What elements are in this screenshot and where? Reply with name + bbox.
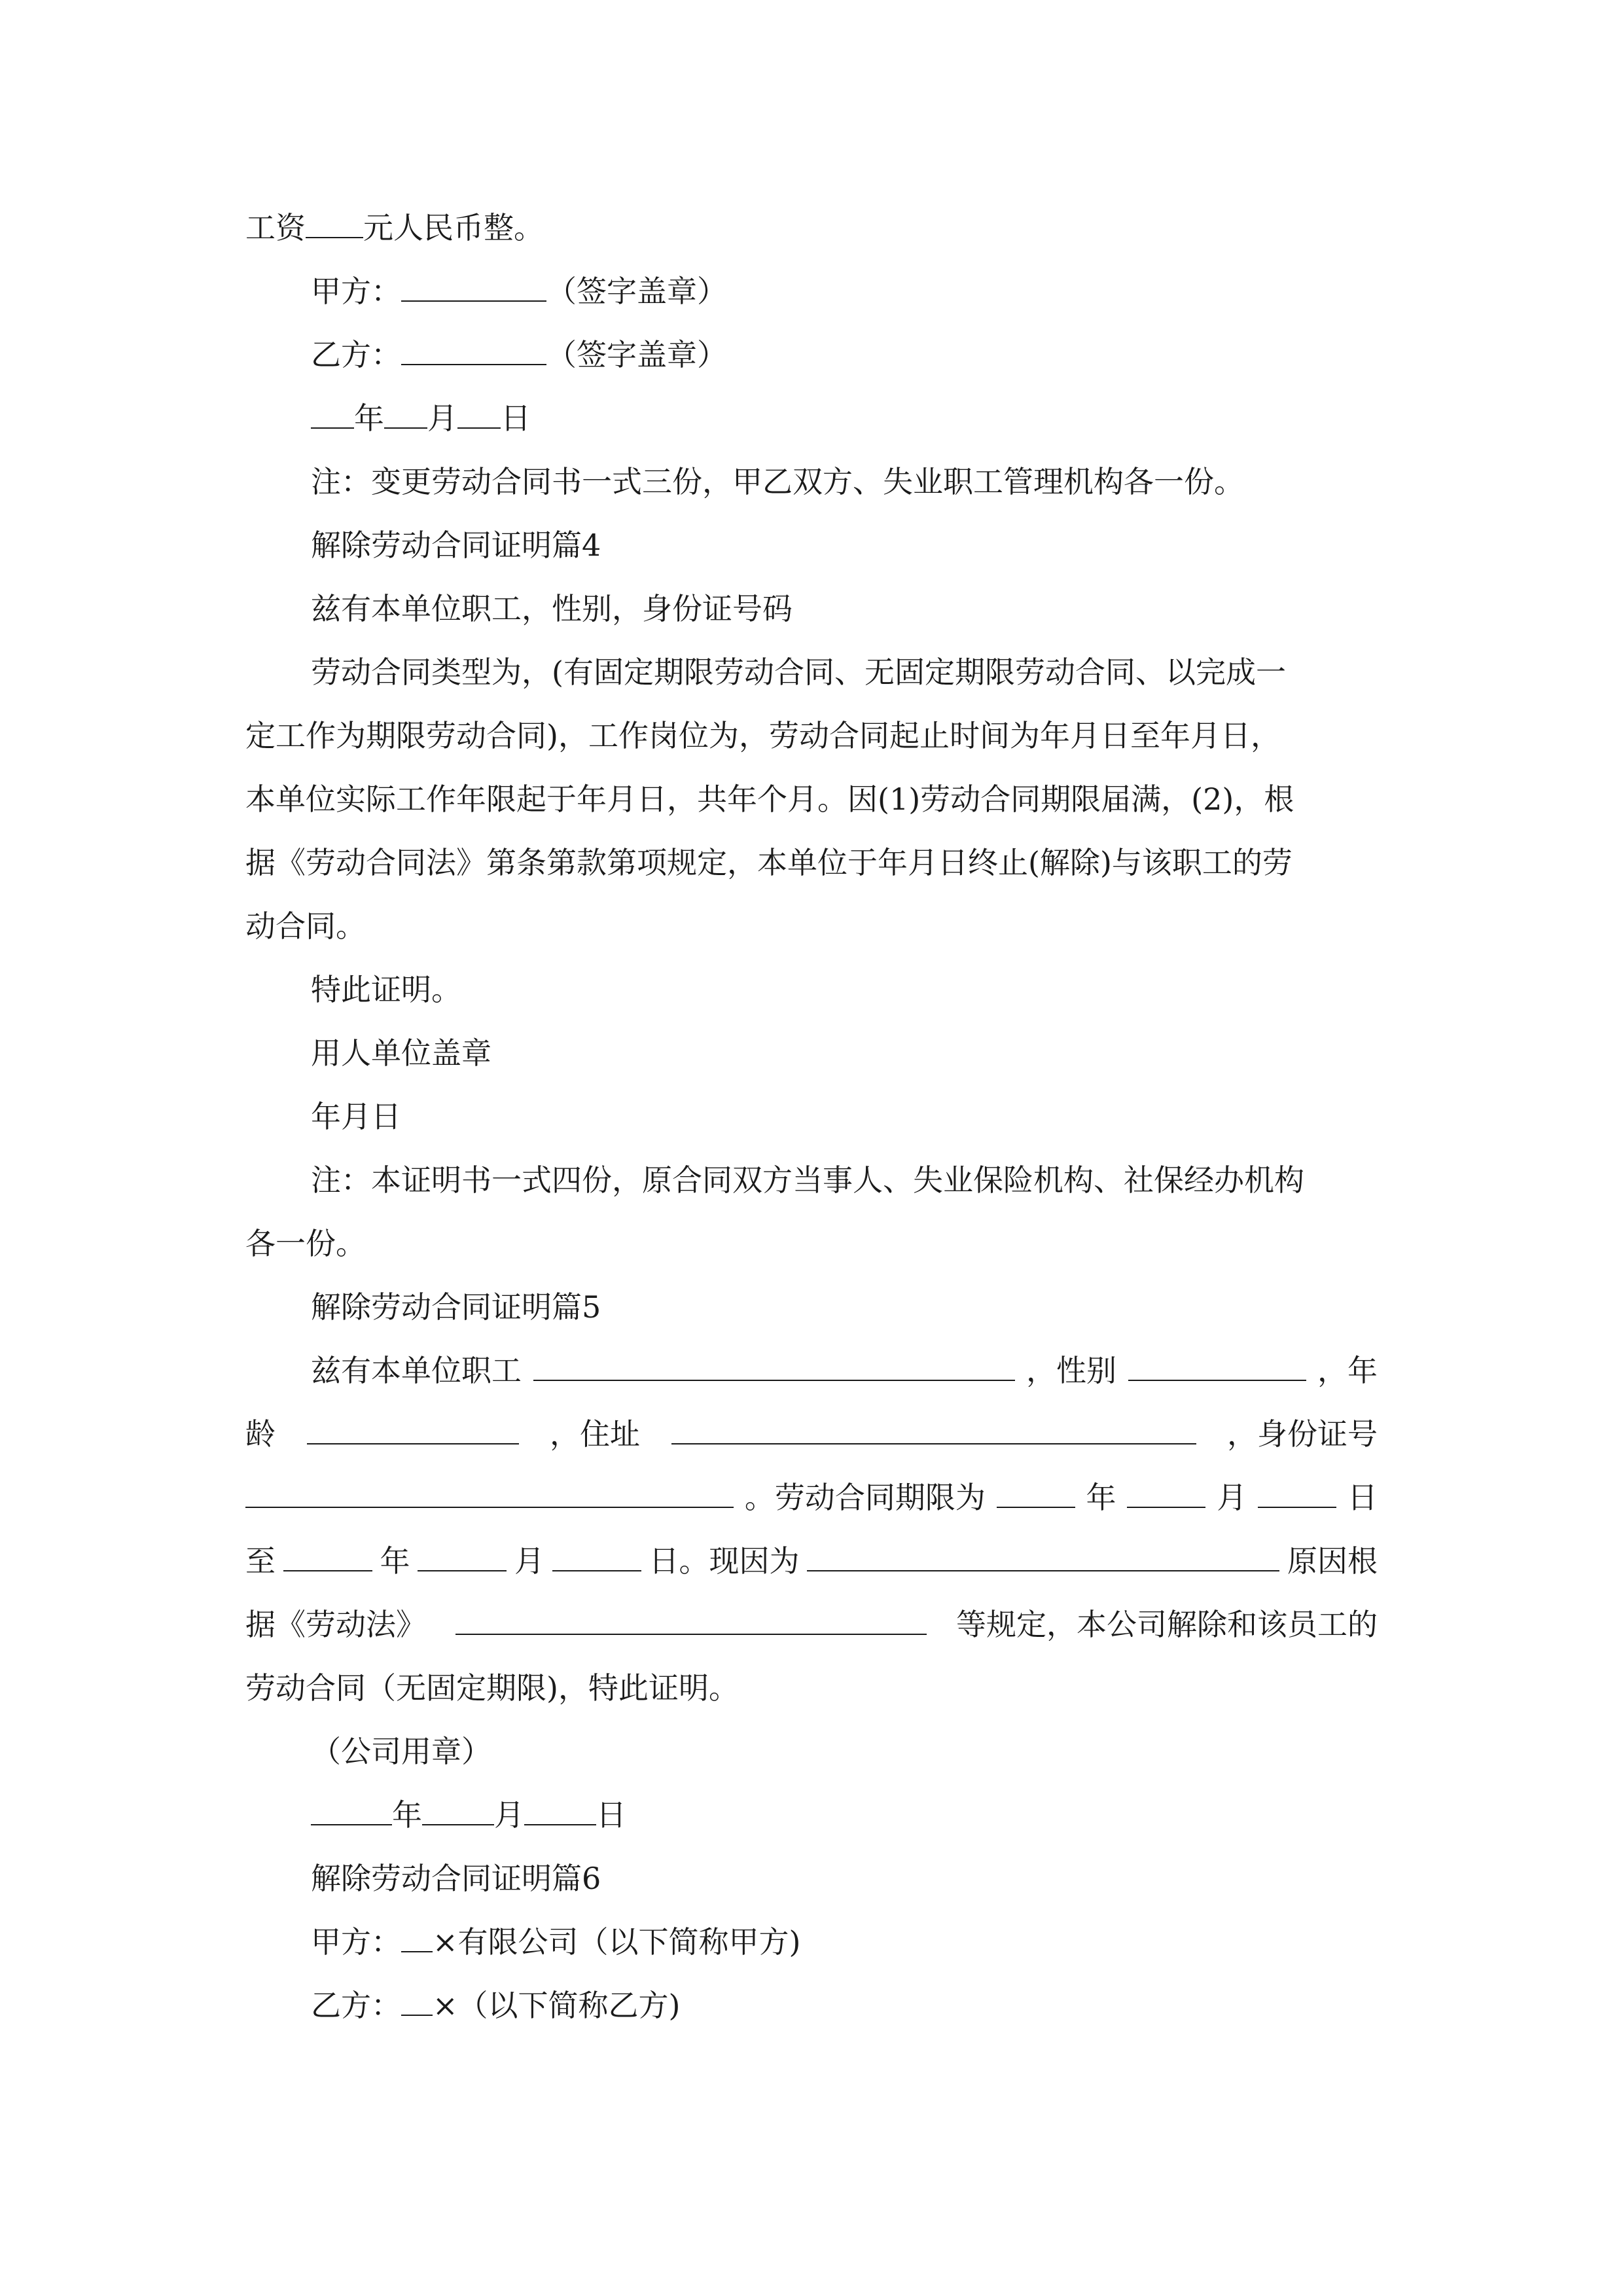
text: ×有限公司（以下简称甲方) [433,1924,801,1960]
text: 龄 [245,1416,276,1452]
section-heading-5: 解除劳动合同证明篇5 [311,1289,601,1325]
form-row [245,1466,1378,1530]
text: ，年 [1317,1353,1378,1388]
section-heading-6: 解除劳动合同证明篇6 [311,1861,601,1896]
form-row [245,1593,1378,1657]
note-line: 注：本证明书一式四份，原合同双方当事人、失业保险机构、社保经办机构 [311,1162,1304,1198]
text: 日 [1347,1480,1378,1515]
text: 原因根 [1287,1543,1378,1579]
blank [418,1547,507,1571]
date-line [245,387,1378,450]
blank [311,1801,392,1825]
date-line [245,1784,1378,1847]
text: （签字盖章） [546,337,727,372]
company-seal-text: （公司用章） [311,1734,491,1769]
paragraph-line: 劳动合同类型为，(有固定期限劳动合同、无固定期限劳动合同、以完成一 [311,655,1286,690]
paragraph-line: 动合同。 [245,908,366,944]
note: 注：变更劳动合同书一式三份，甲乙双方、失业职工管理机构各一份。 [311,464,1244,499]
text: ，身份证号 [1227,1416,1378,1452]
text: 月 [1217,1480,1247,1515]
paragraph-line: 劳动合同（无固定期限)，特此证明。 [245,1670,739,1706]
note-line: 各一份。 [245,1226,366,1261]
text: 日 [501,401,531,436]
blank [533,1356,1015,1381]
blank [1258,1483,1336,1508]
text: 日 [596,1797,626,1833]
text: 年 [392,1797,422,1833]
blank [1127,1483,1205,1508]
blank [997,1483,1075,1508]
text: 据《劳动法》 [245,1607,426,1642]
blank [306,213,363,238]
text: 月 [494,1797,524,1833]
text: 年 [1086,1480,1116,1515]
form-row [245,1530,1378,1593]
blank [455,1610,927,1635]
text: 工资 [245,210,306,245]
text: 兹有本单位职工 [311,1353,522,1388]
text: 月 [427,401,457,436]
blank [307,1420,519,1444]
document-page [245,196,1378,2037]
text: 月 [514,1543,544,1579]
party-b-signature [245,323,1378,387]
salary-line [245,196,1378,260]
text: 年 [354,401,384,436]
text: ×（以下简称乙方) [433,1988,681,2023]
text: 。劳动合同期限为 [744,1480,986,1515]
text: 等规定，本公司解除和该员工的 [956,1607,1378,1642]
label: 甲方： [311,274,401,309]
text: 元人民币整。 [363,210,544,245]
blank [807,1547,1279,1571]
blank [401,1928,433,1952]
text: 至 [245,1543,276,1579]
date-text: 年月日 [311,1099,401,1134]
blank [283,1547,372,1571]
blank [1128,1356,1306,1381]
text: ，住址 [550,1416,640,1452]
text: ，性别 [1026,1353,1116,1388]
paragraph: 兹有本单位职工，性别，身份证号码 [311,591,793,626]
blank [401,340,546,365]
blank [384,404,427,429]
label: 乙方： [311,337,401,372]
seal-text: 用人单位盖章 [311,1035,491,1071]
blank [401,277,546,302]
label: 甲方： [311,1924,401,1960]
text: 日。现因为 [649,1543,800,1579]
blank [422,1801,494,1825]
form-row [245,1403,1378,1466]
paragraph-line: 定工作为期限劳动合同)，工作岗位为，劳动合同起止时间为年月日至年月日， [245,718,1281,753]
section-heading-4: 解除劳动合同证明篇4 [311,528,601,563]
paragraph-line: 本单位实际工作年限起于年月日，共年个月。因(1)劳动合同期限届满，(2)，根 [245,781,1294,817]
blank [552,1547,641,1571]
blank [245,1483,734,1508]
certify-text: 特此证明。 [311,972,461,1007]
blank [524,1801,596,1825]
party-b-line [245,1974,1378,2037]
blank [311,404,354,429]
label: 乙方： [311,1988,401,2023]
party-a-line [245,1910,1378,1974]
blank [457,404,501,429]
party-a-signature [245,260,1378,323]
blank [671,1420,1196,1444]
text: （签字盖章） [546,274,727,309]
blank [401,1991,433,2016]
text: 年 [380,1543,410,1579]
form-row [245,1339,1378,1403]
paragraph-line: 据《劳动合同法》第条第款第项规定，本单位于年月日终止(解除)与该职工的劳 [245,845,1293,880]
